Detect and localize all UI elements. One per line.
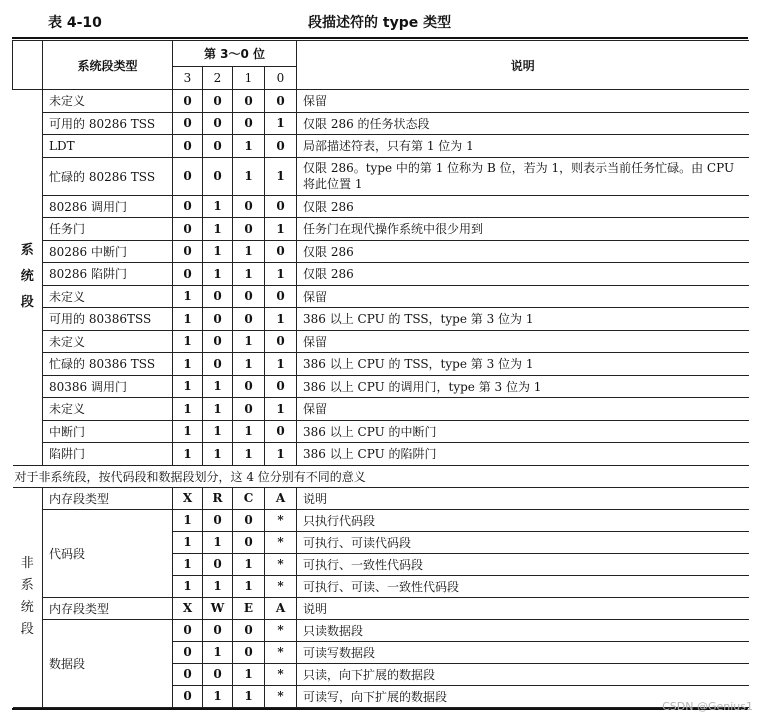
segment-type: 未定义	[43, 398, 173, 421]
bit-value: 1	[203, 263, 233, 286]
bit-value: 0	[233, 398, 265, 421]
segment-desc: 只读数据段	[297, 619, 749, 641]
segment-type: 任务门	[43, 218, 173, 241]
bit-value: 1	[233, 420, 265, 443]
flag-value: 1	[203, 531, 233, 553]
segment-desc: 仅限 286	[297, 263, 749, 286]
section-char: 段	[20, 622, 34, 637]
segment-type: 80286 调用门	[43, 195, 173, 218]
segment-type: 未定义	[43, 285, 173, 308]
bit-value: 1	[173, 443, 203, 466]
bit-value: 0	[203, 157, 233, 195]
flag-value: 1	[173, 575, 203, 597]
flag-value: *	[265, 553, 297, 575]
bit-value: 1	[233, 443, 265, 466]
section-char: 段	[20, 295, 34, 311]
segment-type: 未定义	[43, 90, 173, 113]
segment-desc: 可执行、可读代码段	[297, 531, 749, 553]
flag-value: 0	[173, 641, 203, 663]
flag-header: W	[203, 597, 233, 619]
bit-value: 0	[233, 90, 265, 113]
segment-desc: 386 以上 CPU 的中断门	[297, 420, 749, 443]
segment-desc: 仅限 286 的任务状态段	[297, 112, 749, 135]
bit-value: 0	[173, 112, 203, 135]
segment-type: 可用的 80286 TSS	[43, 112, 173, 135]
flag-value: 1	[173, 531, 203, 553]
code-segment-label: 代码段	[43, 509, 173, 597]
bit-value: 0	[265, 240, 297, 263]
header-row	[13, 41, 749, 67]
table-caption	[0, 10, 761, 34]
bit-value: 0	[265, 195, 297, 218]
segment-type: 80286 中断门	[43, 240, 173, 263]
flag-value: 0	[233, 531, 265, 553]
header-type: 系统段类型	[43, 41, 173, 90]
flag-value: 1	[173, 509, 203, 531]
flag-header: A	[265, 487, 297, 509]
flag-value: *	[265, 663, 297, 685]
bit-value: 1	[173, 353, 203, 376]
segment-desc: 386 以上 CPU 的 TSS，type 第 3 位为 1	[297, 353, 749, 376]
bit-value: 0	[265, 285, 297, 308]
bit-value: 1	[265, 218, 297, 241]
segment-type-table	[12, 40, 749, 708]
bit-value: 1	[203, 195, 233, 218]
flag-value: 1	[173, 553, 203, 575]
segment-type: 可用的 80386TSS	[43, 308, 173, 331]
section-char: 非	[20, 556, 34, 571]
section-char: 统	[20, 600, 34, 615]
flag-header: C	[233, 487, 265, 509]
segment-desc: 可执行、一致性代码段	[297, 553, 749, 575]
bit-value: 0	[173, 157, 203, 195]
segment-desc: 可读写数据段	[297, 641, 749, 663]
flag-value: 0	[173, 663, 203, 685]
system-row	[13, 157, 749, 195]
bit-value: 1	[265, 443, 297, 466]
bit-value: 1	[173, 398, 203, 421]
segment-desc: 386 以上 CPU 的 TSS，type 第 3 位为 1	[297, 308, 749, 331]
system-row	[13, 112, 749, 135]
segment-type: 中断门	[43, 420, 173, 443]
segment-desc: 386 以上 CPU 的调用门，type 第 3 位为 1	[297, 375, 749, 398]
bit-value: 1	[265, 353, 297, 376]
flag-value: 0	[203, 619, 233, 641]
bit-value: 1	[203, 420, 233, 443]
segment-desc: 可读写，向下扩展的数据段	[297, 685, 749, 707]
watermark: CSDN @Genius1	[662, 700, 753, 713]
flag-value: *	[265, 509, 297, 531]
top-rule	[12, 37, 748, 39]
system-row	[13, 308, 749, 331]
segment-desc: 保留	[297, 330, 749, 353]
section-char: 系	[20, 578, 34, 593]
bit-value: 0	[203, 285, 233, 308]
system-row	[13, 285, 749, 308]
header-bit: 1	[233, 67, 265, 90]
flag-value: 1	[203, 685, 233, 707]
system-row	[13, 195, 749, 218]
system-row	[13, 375, 749, 398]
bit-value: 0	[203, 90, 233, 113]
segment-desc: 保留	[297, 285, 749, 308]
flag-value: 0	[233, 509, 265, 531]
flag-value: *	[265, 641, 297, 663]
bit-value: 0	[265, 330, 297, 353]
segment-desc: 仅限 286	[297, 240, 749, 263]
bit-value: 0	[233, 308, 265, 331]
system-row	[13, 353, 749, 376]
flag-value: *	[265, 575, 297, 597]
flag-header: X	[173, 487, 203, 509]
segment-desc: 只读，向下扩展的数据段	[297, 663, 749, 685]
header-bit: 0	[265, 67, 297, 90]
bit-value: 1	[203, 240, 233, 263]
segment-desc: 仅限 286	[297, 195, 749, 218]
bit-value: 0	[265, 420, 297, 443]
segment-type: 陷阱门	[43, 443, 173, 466]
bit-value: 1	[265, 398, 297, 421]
segment-desc: 仅限 286。type 中的第 1 位称为 B 位，若为 1，则表示当前任务忙碌。由 CPU 将此位置 1	[297, 157, 749, 195]
table-title: 段描述符的 type 类型	[308, 15, 452, 31]
flag-header: R	[203, 487, 233, 509]
note-row	[13, 465, 749, 487]
bit-value: 0	[265, 90, 297, 113]
flag-value: *	[265, 531, 297, 553]
segment-type: 忙碌的 80386 TSS	[43, 353, 173, 376]
bit-value: 0	[173, 263, 203, 286]
code-row	[13, 509, 749, 531]
bit-value: 0	[265, 135, 297, 158]
section-char: 统	[20, 269, 34, 285]
flag-value: 1	[233, 553, 265, 575]
segment-type: 80386 调用门	[43, 375, 173, 398]
system-row	[13, 420, 749, 443]
system-row	[13, 135, 749, 158]
segment-type: LDT	[43, 135, 173, 158]
segment-type: 80286 陷阱门	[43, 263, 173, 286]
desc-header: 说明	[297, 597, 749, 619]
flag-value: 1	[233, 685, 265, 707]
bit-value: 1	[203, 443, 233, 466]
header-bit: 3	[173, 67, 203, 90]
bit-value: 1	[173, 308, 203, 331]
bit-value: 0	[233, 218, 265, 241]
bit-value: 1	[173, 375, 203, 398]
memory-type-header: 内存段类型	[43, 597, 173, 619]
bit-value: 0	[233, 195, 265, 218]
data-row	[13, 619, 749, 641]
flag-value: 0	[203, 553, 233, 575]
system-row	[13, 443, 749, 466]
flag-value: 0	[203, 663, 233, 685]
flag-value: 0	[203, 509, 233, 531]
system-row	[13, 398, 749, 421]
bit-value: 0	[203, 112, 233, 135]
bit-value: 0	[203, 330, 233, 353]
bit-value: 1	[173, 330, 203, 353]
segment-desc: 386 以上 CPU 的陷阱门	[297, 443, 749, 466]
flag-value: 1	[233, 663, 265, 685]
data-header-row	[13, 597, 749, 619]
flag-value: *	[265, 685, 297, 707]
bit-value: 0	[203, 353, 233, 376]
bit-value: 1	[265, 112, 297, 135]
system-row	[13, 90, 749, 113]
flag-value: 0	[173, 619, 203, 641]
bit-value: 1	[233, 135, 265, 158]
section-char: 系	[20, 243, 34, 259]
flag-value: 0	[233, 641, 265, 663]
bit-value: 1	[203, 218, 233, 241]
bit-value: 1	[203, 398, 233, 421]
system-row	[13, 218, 749, 241]
flag-value: 0	[233, 619, 265, 641]
flag-value: 1	[203, 641, 233, 663]
bit-value: 1	[265, 157, 297, 195]
bit-value: 1	[233, 157, 265, 195]
bit-value: 1	[233, 353, 265, 376]
segment-desc: 可执行、可读、一致性代码段	[297, 575, 749, 597]
flag-header: A	[265, 597, 297, 619]
segment-desc: 保留	[297, 90, 749, 113]
system-row	[13, 330, 749, 353]
table-number: 表 4-10	[48, 15, 102, 31]
segment-type: 忙碌的 80286 TSS	[43, 157, 173, 195]
segment-desc: 只执行代码段	[297, 509, 749, 531]
code-header-row	[13, 487, 749, 509]
bit-value: 0	[233, 375, 265, 398]
bit-value: 1	[265, 263, 297, 286]
data-segment-label: 数据段	[43, 619, 173, 707]
header-spacer	[13, 41, 43, 90]
segment-desc: 局部描述符表，只有第 1 位为 1	[297, 135, 749, 158]
bit-value: 0	[173, 90, 203, 113]
non-system-section-label	[13, 487, 43, 707]
flag-header: X	[173, 597, 203, 619]
bit-value: 1	[173, 420, 203, 443]
bit-value: 0	[173, 240, 203, 263]
memory-type-header: 内存段类型	[43, 487, 173, 509]
flag-value: 1	[233, 575, 265, 597]
flag-value: 0	[173, 685, 203, 707]
desc-header: 说明	[297, 487, 749, 509]
bottom-rule	[12, 708, 748, 710]
bit-value: 0	[173, 218, 203, 241]
header-bit: 2	[203, 67, 233, 90]
segment-desc: 保留	[297, 398, 749, 421]
bit-value: 0	[203, 135, 233, 158]
bit-value: 0	[203, 308, 233, 331]
non-system-note: 对于非系统段，按代码段和数据段划分，这 4 位分别有不同的意义	[13, 465, 749, 487]
bit-value: 1	[233, 263, 265, 286]
system-row	[13, 240, 749, 263]
flag-value: *	[265, 619, 297, 641]
bit-value: 1	[233, 330, 265, 353]
bit-value: 1	[203, 375, 233, 398]
bit-value: 0	[265, 375, 297, 398]
bit-value: 0	[173, 135, 203, 158]
flag-value: 1	[203, 575, 233, 597]
bit-value: 0	[173, 195, 203, 218]
system-section-label	[13, 90, 43, 466]
segment-type: 未定义	[43, 330, 173, 353]
flag-header: E	[233, 597, 265, 619]
segment-desc: 任务门在现代操作系统中很少用到	[297, 218, 749, 241]
bit-value: 1	[173, 285, 203, 308]
header-desc: 说明	[297, 41, 749, 90]
bit-value: 1	[233, 240, 265, 263]
system-row	[13, 263, 749, 286]
bit-value: 1	[265, 308, 297, 331]
bit-value: 0	[233, 112, 265, 135]
header-bits-group: 第 3～0 位	[173, 41, 297, 67]
bit-value: 0	[233, 285, 265, 308]
